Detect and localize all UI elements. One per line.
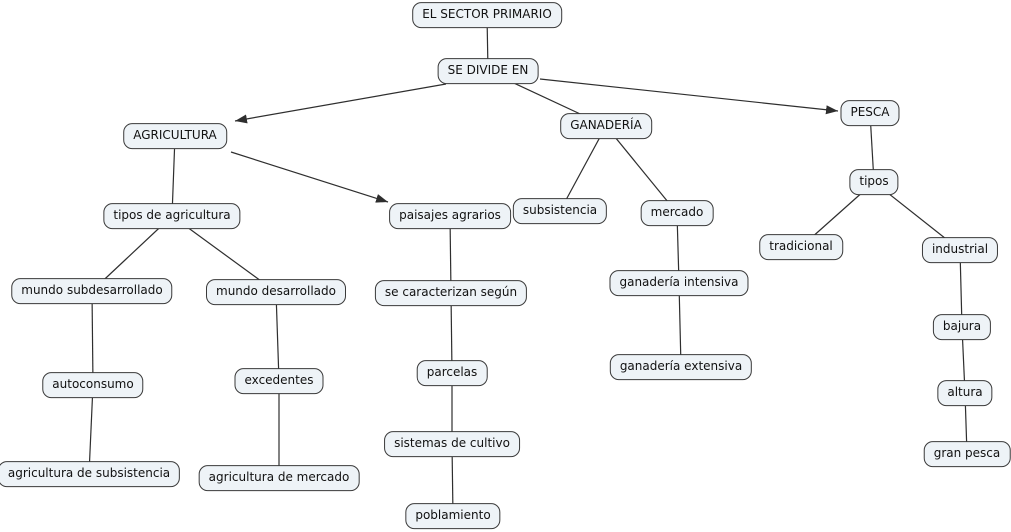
node-paisajes-agrarios[interactable]: paisajes agrarios (389, 203, 511, 229)
node-ganaderia[interactable]: GANADERÍA (560, 113, 652, 139)
node-pesca[interactable]: PESCA (840, 100, 899, 126)
node-se-caracterizan-segun[interactable]: se caracterizan según (375, 280, 527, 306)
node-bajura[interactable]: bajura (933, 314, 991, 340)
node-agricultura[interactable]: AGRICULTURA (123, 123, 227, 149)
node-ganaderia-extensiva[interactable]: ganadería extensiva (610, 354, 752, 380)
node-parcelas[interactable]: parcelas (417, 360, 488, 386)
node-industrial[interactable]: industrial (922, 237, 998, 263)
node-autoconsumo[interactable]: autoconsumo (42, 372, 143, 398)
edge-agricultura-paisajes (231, 152, 388, 202)
edge-mundosub-autoconsumo (92, 291, 93, 385)
edge-divide-pesca (540, 79, 838, 111)
node-se-divide-en[interactable]: SE DIVIDE EN (438, 58, 539, 84)
node-agricultura-de-mercado[interactable]: agricultura de mercado (199, 465, 360, 491)
node-mercado[interactable]: mercado (641, 200, 714, 226)
node-tipos-de-agricultura[interactable]: tipos de agricultura (103, 203, 240, 229)
node-excedentes[interactable]: excedentes (235, 368, 324, 394)
node-tipos[interactable]: tipos (849, 169, 898, 195)
node-gran-pesca[interactable]: gran pesca (924, 441, 1011, 467)
node-mundo-subdesarrollado[interactable]: mundo subdesarrollado (11, 278, 172, 304)
node-subsistencia[interactable]: subsistencia (513, 198, 607, 224)
node-tradicional[interactable]: tradicional (759, 234, 843, 260)
node-ganaderia-intensiva[interactable]: ganadería intensiva (609, 270, 748, 296)
node-sistemas-de-cultivo[interactable]: sistemas de cultivo (384, 431, 520, 457)
node-poblamiento[interactable]: poblamiento (405, 503, 500, 529)
edge-divide-agricultura (235, 84, 446, 121)
node-altura[interactable]: altura (937, 380, 992, 406)
node-sector-primario[interactable]: EL SECTOR PRIMARIO (412, 2, 562, 28)
node-mundo-desarrollado[interactable]: mundo desarrollado (206, 279, 346, 305)
node-agricultura-de-subsistencia[interactable]: agricultura de subsistencia (0, 461, 180, 487)
